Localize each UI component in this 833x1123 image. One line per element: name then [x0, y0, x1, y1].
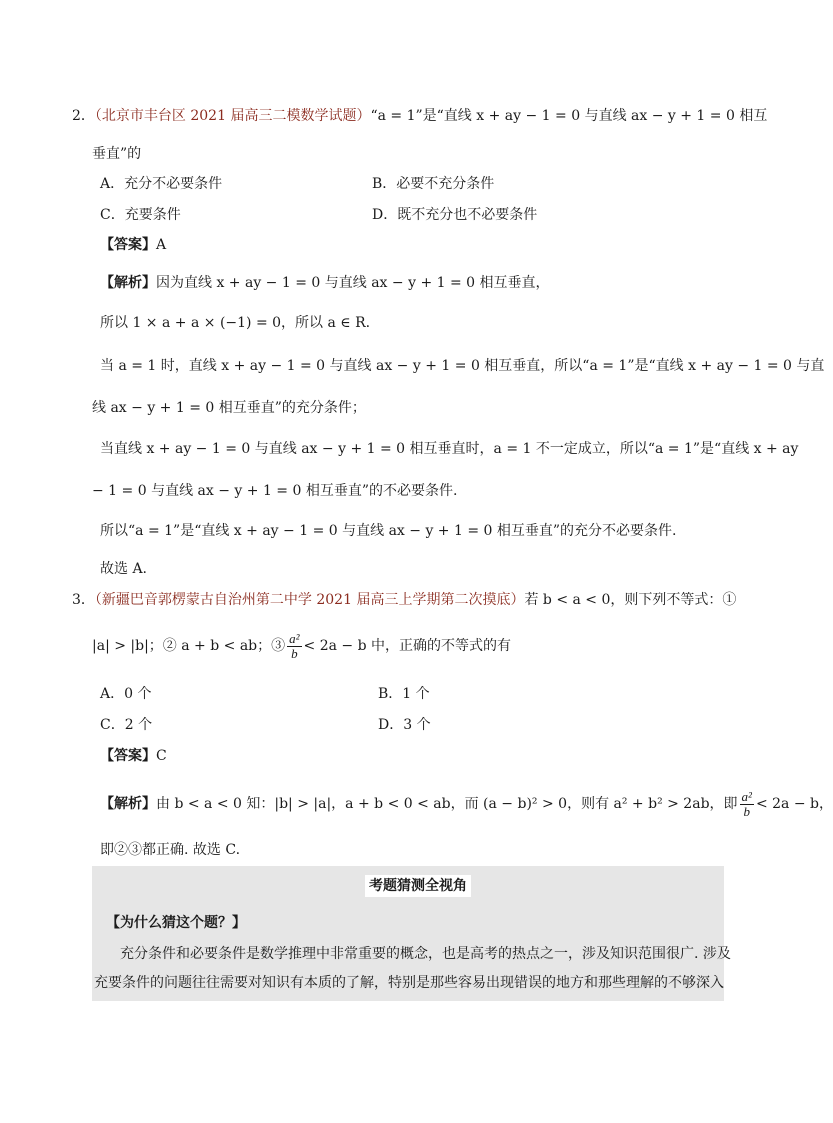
question-number: 2． — [72, 108, 95, 124]
analysis-line: − 1 = 0 与直线 ax − y + 1 = 0 相互垂直”的不必要条件. — [92, 483, 458, 499]
analysis-line: 线 ax − y + 1 = 0 相互垂直”的充分条件； — [92, 400, 366, 416]
question-stem-continued — [92, 630, 511, 662]
analysis-text: 因为直线 x + ay − 1 = 0 与直线 ax − y + 1 = 0 相互垂直， — [156, 275, 550, 291]
question-stem-continued: 垂直”的 — [92, 146, 142, 162]
answer-line — [100, 746, 167, 766]
answer-value: A — [156, 237, 167, 253]
panel-title: 考题猜测全视角 — [365, 875, 471, 897]
fraction-numerator: a² — [741, 788, 752, 804]
option-a: A．0 个 — [100, 686, 152, 702]
analysis-label: 【解析】 — [100, 796, 156, 812]
question-source: （北京市丰台区 2021 届高三二模数学试题） — [94, 108, 371, 124]
option-c: C．2 个 — [100, 717, 153, 733]
analysis-line: 所以 1 × a + a × (−1) = 0，所以 a ∈ R. — [100, 315, 371, 331]
option-d: D．3 个 — [378, 717, 431, 733]
option-b: B．必要不充分条件 — [372, 176, 495, 192]
fraction — [740, 790, 754, 819]
fraction-numerator: a² — [289, 630, 300, 646]
option-d: D．既不充分也不必要条件 — [372, 207, 538, 223]
answer-label: 【答案】 — [100, 237, 156, 253]
option-a: A．充分不必要条件 — [100, 176, 223, 192]
fraction — [287, 632, 301, 661]
option-b: B．1 个 — [378, 686, 430, 702]
panel-paragraph: 充分条件和必要条件是数学推理中非常重要的概念，也是高考的热点之一，涉及知识范围很广. 涉及 — [120, 946, 731, 962]
panel-paragraph: 充要条件的问题往往需要对知识有本质的了解，特别是那些容易出现错误的地方和那些理解的不够深入 — [94, 975, 724, 991]
analysis-conclusion: 故选 A. — [100, 561, 148, 577]
analysis-line: 当直线 x + ay − 1 = 0 与直线 ax − y + 1 = 0 相互垂直时，a = 1 不一定成立，所以“a = 1”是“直线 x + ay — [100, 441, 799, 457]
analysis-text-tail: < 2a − b， — [755, 796, 833, 812]
analysis-line: 当 a = 1 时，直线 x + ay − 1 = 0 与直线 ax − y + 1 = 0 相互垂直，所以“a = 1”是“直线 x + ay − 1 = 0 与直 — [100, 358, 825, 374]
answer-label: 【答案】 — [100, 748, 156, 764]
answer-value: C — [156, 748, 167, 764]
option-c: C．充要条件 — [100, 207, 181, 223]
analysis-line — [100, 788, 833, 820]
analysis-line: 所以“a = 1”是“直线 x + ay − 1 = 0 与直线 ax − y + 1 = 0 相互垂直”的充分不必要条件. — [100, 523, 677, 539]
analysis-line — [100, 273, 550, 293]
analysis-label: 【解析】 — [100, 275, 156, 291]
answer-line — [100, 235, 166, 255]
question-stem-text: “a = 1”是“直线 x + ay − 1 = 0 与直线 ax − y + 1 = 0 相互 — [370, 108, 768, 124]
analysis-conclusion: 即②③都正确. 故选 C. — [100, 842, 241, 858]
analysis-text: 由 b < a < 0 知：|b| > |a|，a + b < 0 < ab，而 (a − b)² > 0，则有 a² + b² > 2ab，即 — [156, 796, 738, 812]
question-source: （新疆巴音郭楞蒙古自治州第二中学 2021 届高三上学期第二次摸底） — [94, 592, 525, 608]
inequality-3-tail: < 2a − b 中，正确的不等式的有 — [303, 638, 512, 654]
fraction-denominator: b — [743, 803, 750, 819]
panel-subheading: 【为什么猜这个题？】 — [106, 915, 246, 931]
fraction-denominator: b — [291, 645, 298, 661]
inequality-1-2: |a| > |b|；② a + b < ab；③ — [92, 638, 286, 654]
question-3-stem — [72, 590, 736, 610]
question-stem-text: 若 b < a < 0，则下列不等式：① — [524, 592, 737, 608]
question-2-stem — [72, 106, 767, 126]
question-number: 3． — [72, 592, 95, 608]
